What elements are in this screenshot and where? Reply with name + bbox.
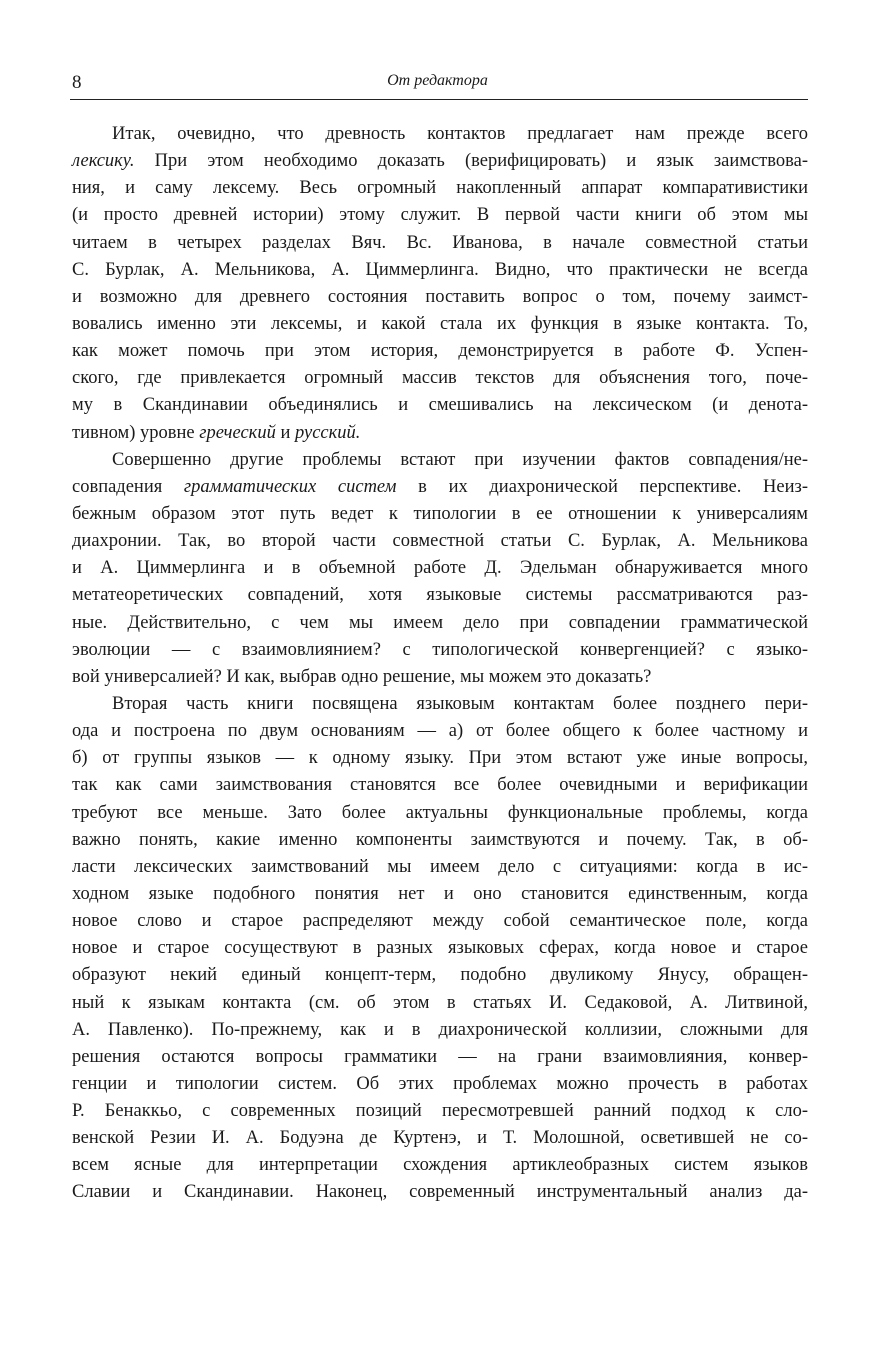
text-line <box>72 1098 808 1125</box>
text-line <box>72 230 808 257</box>
text-line <box>72 1044 808 1071</box>
text-segment: Славии и Скандинавии. Наконец, современный инструментальный анализ да- <box>72 1182 808 1203</box>
text-line <box>72 908 808 935</box>
text-segment: и возможно для древнего состояния поставить вопрос о том, почему заимст- <box>72 286 808 307</box>
text-segment: ского, где привлекается огромный массив текстов для объяснения того, поче- <box>72 368 808 389</box>
text-line <box>72 148 808 175</box>
text-line <box>72 800 808 827</box>
text-line <box>72 392 808 419</box>
text-line <box>72 962 808 989</box>
text-line <box>72 528 808 555</box>
running-title: От редактора <box>387 72 488 89</box>
text-segment: метатеоретических совпадений, хотя языковые системы рассматриваются раз- <box>72 585 808 606</box>
text-line <box>72 718 808 745</box>
italic-text: греческий <box>199 422 276 443</box>
text-segment: и А. Циммерлинга и в объемной работе Д. Эдельман обнаруживается много <box>72 558 808 579</box>
text-segment: А. Павленко). По-прежнему, как и в диахронической коллизии, сложными для <box>72 1019 808 1040</box>
text-segment: новое слово и старое распределяют между собой семантическое поле, когда <box>72 911 808 932</box>
text-line <box>72 1125 808 1152</box>
body-text <box>72 121 808 1207</box>
text-line <box>72 854 808 881</box>
text-segment: эволюции — с взаимовлиянием? с типологической конвергенцией? с языко- <box>72 639 808 660</box>
text-segment: диахронии. Так, во второй части совместной статьи С. Бурлак, А. Мельникова <box>72 531 808 552</box>
text-segment: ный к языкам контакта (см. об этом в статьях И. Седаковой, А. Литвиной, <box>72 992 808 1013</box>
text-line <box>72 582 808 609</box>
text-line <box>72 881 808 908</box>
text-line <box>72 1152 808 1179</box>
text-segment: Р. Бенаккьо, с современных позиций пересмотревшей ранний подход к сло- <box>72 1101 808 1122</box>
text-segment: и <box>275 422 295 443</box>
text-segment: тивном) уровне <box>72 422 200 443</box>
paragraph <box>72 447 808 691</box>
text-line <box>72 610 808 637</box>
text-segment: ные. Действительно, с чем мы имеем дело при совпадении грамматической <box>72 612 808 633</box>
text-line <box>72 935 808 962</box>
text-line <box>72 664 808 691</box>
text-segment: бежным образом этот путь ведет к типологии в ее отношении к универсалиям <box>72 503 808 524</box>
text-line <box>72 284 808 311</box>
text-line <box>72 691 808 718</box>
text-line <box>72 827 808 854</box>
text-segment: му в Скандинавии объединялись и смешивались на лексическом (и денота- <box>72 395 808 416</box>
text-segment: как может помочь при этом история, демонстрируется в работе Ф. Успен- <box>72 341 808 362</box>
text-line <box>72 338 808 365</box>
text-line <box>72 474 808 501</box>
text-line <box>72 447 808 474</box>
text-line <box>72 202 808 229</box>
text-segment: важно понять, какие именно компоненты заимствуются и почему. Так, в об- <box>72 829 808 850</box>
paragraph <box>72 121 808 447</box>
text-segment: (и просто древней истории) этому служит. В первой части книги об этом мы <box>72 205 808 226</box>
paragraph <box>72 691 808 1207</box>
text-segment: Итак, очевидно, что древность контактов предлагает нам прежде всего <box>112 124 808 144</box>
text-segment: всем ясные для интерпретации схождения артиклеобразных систем языков <box>72 1155 808 1176</box>
text-line <box>72 990 808 1017</box>
text-line <box>72 311 808 338</box>
text-segment: венской Резии И. А. Бодуэна де Куртенэ, и Т. Молошной, осветившей не со- <box>72 1128 808 1149</box>
text-line <box>72 1017 808 1044</box>
text-segment: Вторая часть книги посвящена языковым контактам более позднего пери- <box>112 693 808 714</box>
text-segment: новое и старое сосуществуют в разных языковых сферах, когда новое и старое <box>72 938 808 959</box>
text-segment: вовались именно эти лексемы, и какой стала их функция в языке контакта. То, <box>72 313 808 334</box>
text-segment: решения остаются вопросы грамматики — на грани взаимовлияния, конвер- <box>72 1046 808 1067</box>
text-segment: генции и типологии систем. Об этих проблемах можно прочесть в работах <box>72 1073 808 1094</box>
text-segment: образуют некий единый концепт-терм, подобно двуликому Янусу, обращен- <box>72 965 808 986</box>
header-rule <box>70 99 808 100</box>
text-segment: так как сами заимствования становятся все более очевидными и верификации <box>72 775 808 796</box>
text-line <box>72 1179 808 1206</box>
text-segment: ласти лексических заимствований мы имеем дело с ситуациями: когда в ис- <box>72 856 808 877</box>
text-segment: ходном языке подобного понятия нет и оно становится единственным, когда <box>72 883 808 904</box>
text-line <box>72 257 808 284</box>
text-segment: требуют все меньше. Зато более актуальны функциональные проблемы, когда <box>72 802 808 823</box>
italic-text: русский. <box>294 422 361 443</box>
text-line <box>72 1071 808 1098</box>
text-segment: в их диахронической перспективе. Неиз- <box>396 476 809 497</box>
text-line <box>72 555 808 582</box>
italic-text: лексику. <box>72 151 135 172</box>
text-segment: вой универсалией? И как, выбрав одно решение, мы можем это доказать? <box>72 666 652 687</box>
page-number: 8 <box>72 72 82 93</box>
text-segment: ода и построена по двум основаниям — а) от более общего к более частному и <box>72 721 808 742</box>
text-line <box>72 637 808 664</box>
text-segment: Совершенно другие проблемы встают при изучении фактов совпадения/не- <box>112 449 808 470</box>
text-line <box>72 175 808 202</box>
text-segment: С. Бурлак, А. Мельникова, А. Циммерлинга. Видно, что практически не всегда <box>72 259 808 280</box>
text-segment: читаем в четырех разделах Вяч. Вс. Иванова, в начале совместной статьи <box>72 232 808 253</box>
text-line <box>72 772 808 799</box>
italic-text: грамматических систем <box>183 476 397 497</box>
text-segment: При этом необходимо доказать (верифицировать) и язык заимствова- <box>134 151 808 172</box>
text-line <box>72 745 808 772</box>
text-line <box>72 501 808 528</box>
text-segment: совпадения <box>72 476 184 497</box>
text-segment: ния, и саму лексему. Весь огромный накопленный аппарат компаративистики <box>72 178 808 199</box>
text-line <box>72 121 808 148</box>
text-segment: б) от группы языков — к одному языку. При этом встают уже иные вопросы, <box>72 748 808 769</box>
text-line <box>72 420 808 447</box>
text-line <box>72 365 808 392</box>
